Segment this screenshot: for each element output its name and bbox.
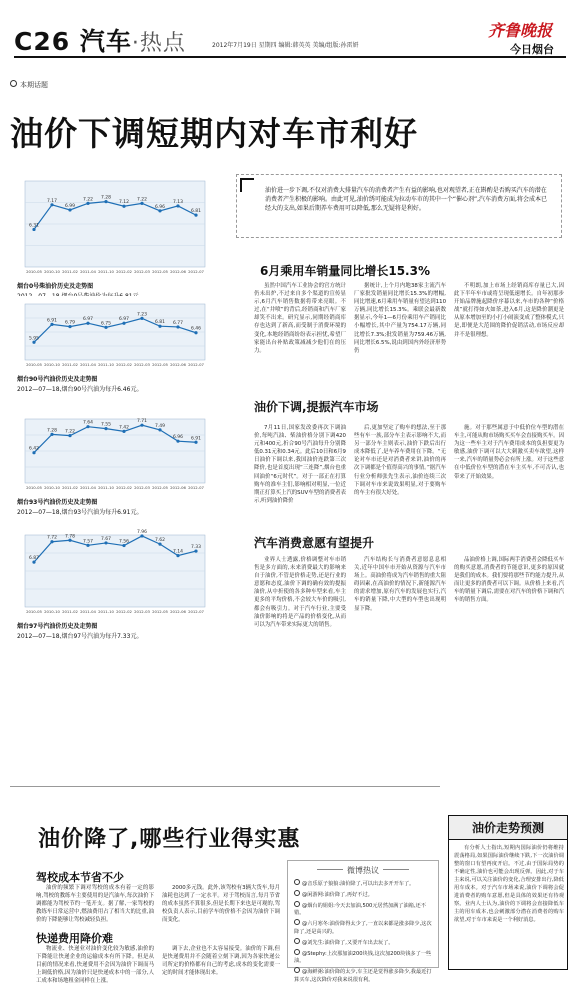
weibo-post-text: @音乐原子狼狼:油价降了,可以出去多开开车了。 — [302, 881, 415, 887]
data-label: 6.96 — [172, 435, 184, 441]
weibo-icon — [294, 890, 300, 896]
data-label: 7.12 — [118, 200, 130, 206]
chart-gas-90 — [13, 296, 213, 393]
sales-col-3: 不明朗,加上市场上经销商库存量已大,因此下半年车市或将呈现低速增长。自年初那步开始品牌施起降价序幕以来,车市的各种“价格战”就打得如火如荼,进入6月,这是降价潮更是从原本增加至的小打小闹演变成了整体模式,只是,即便是大范围的降价促销活动,市场反应却并不是很理想。 — [454, 283, 564, 338]
weibo-box — [287, 860, 439, 983]
x-tick-label: 2012-03 — [134, 609, 150, 614]
weibo-post-text: @烟台的姐姐:今天去加油,500元居然加满了油箱,还不错。 — [294, 902, 426, 917]
newspaper-edition: 今日烟台 — [510, 43, 554, 56]
express-col-2: 调下去,企业也不太容易接受。油价的下调,但是快递费用并不会随着立刻下调,因为各家快递公司所定的价格都有自己的考虑,成本的变化需要一定的时间才能体现出来。 — [162, 946, 280, 977]
consumer-col-1: 业界人士透露,价格调整对车市销售是多方面的,未来消费最大的影响来自于油价,不管是价格走势,还是行业的意愿和态度,油价下调的确有效的提振油价,从中折使的各多种车型来看,车主更多的平均价格,不会较大车价的吸引,都会有吸引力。对于汽车行业,主要受油价影响的将是产品的价格变化,从而可以为汽车带来实际更大的销售。 — [254, 557, 346, 628]
chart-caption: 烟台90号汽油价历史及走势图 — [17, 376, 98, 383]
newspaper-logo: 齐鲁晚报 — [488, 21, 553, 40]
x-tick-label: 2012-07 — [188, 485, 204, 490]
x-tick-label: 2010-05 — [26, 269, 42, 274]
x-tick-label: 2012-05 — [152, 269, 168, 274]
x-tick-label: 2011-10 — [98, 485, 114, 490]
driving-col-2: 2000多元钱。此外,该驾校有3辆大货车,每月油耗也达到了一定水平。对于驾校而言,每月节省的成本虽然不算很多,但是长期下来也是可观的,驾校负责人表示,目前学车的价格不会因为油价下调而变化。 — [162, 885, 280, 924]
chart-caption: 烟台0号柴油价历史及走势图 — [17, 283, 94, 290]
data-label: 7.28 — [100, 195, 112, 201]
express-col-1: 物流业、快递业对油价变化较为敏感,油价的下降能让快递企业的运输成本有所下降。但是从目前的情况来看,快递费用不会因为油价下调而马上调低价格,因为油价只是快递成本中的一部分,人工成本和场地租金同样在上涨。 — [36, 946, 154, 985]
data-label: 6.31 — [28, 223, 40, 229]
weibo-post-text: @六月寒冬:油价降得太少了,一直以来都是涨多降少,这次降了,还是高兴的。 — [294, 921, 432, 935]
x-tick-label: 2011-02 — [62, 362, 78, 367]
x-tick-label: 2011-04 — [80, 269, 96, 274]
sales-col-1: 虽然中国汽车工业协会的官方统计仍未出炉,不过来自多个渠道的宣传显示,6月汽车销售数据将带来亮眼。不过,在“井喷”的背后,经销商和汽车厂家却笑不出来。研究显示,同期经销商库存也达到了新高,而受制于消费环境的变化,本地经销商纷纷表示担忧,希望厂家能出台补贴政策减减少他们在的压力。 — [254, 283, 346, 354]
sales-col-2: 据统计,上个月内地38家主流汽车厂家批发销量同比增长15.3%的增幅,同比增速,6月乘用车销量有望达到110万辆,同比增长15.3%。乘联会最新数据显示,今年1—6月份乘用车产销同比小幅增长,其中产量为754.17万辆,同比增长7.3%;批发销量为759.46万辆,同比增长6.5%,说由到国内外经济形势仍 — [354, 283, 446, 354]
weibo-post — [294, 901, 434, 919]
chart-gas-97 — [13, 527, 213, 640]
data-label: 6.87 — [28, 556, 40, 562]
x-tick-label: 2011-02 — [62, 485, 78, 490]
data-label: 7.28 — [46, 428, 58, 434]
subhead-consumer: 汽车消费意愿有望提升 — [254, 536, 375, 550]
topic-kicker: 本期话题 — [10, 80, 48, 90]
x-tick-label: 2012-06 — [170, 609, 186, 614]
data-label: 7.13 — [172, 199, 184, 205]
data-label: 7.33 — [190, 545, 202, 551]
chart-gas-93 — [13, 411, 213, 516]
data-label: 7.71 — [136, 419, 148, 425]
data-label: 7.49 — [154, 423, 166, 429]
weibo-icon — [294, 919, 300, 925]
data-label: 7.23 — [136, 312, 148, 318]
main-headline: 油价下调短期内对车市利好 — [10, 114, 418, 153]
subhead-sales: 6月乘用车销量同比增长15.3% — [260, 264, 430, 278]
data-label: 7.78 — [64, 534, 76, 540]
chart-source: 2012—07—18,烟台97号汽油为每升7.33元。 — [17, 633, 143, 640]
data-label: 7.22 — [136, 197, 148, 203]
x-tick-label: 2011-10 — [98, 269, 114, 274]
weibo-post-text: @海鲜粥:油价降的太少,车主还是觉得涨多降少,我最近打算买车,这次降价对我来说很有利。 — [294, 969, 432, 983]
bottom-headline: 油价降了,哪些行业得实惠 — [38, 827, 301, 852]
chart-diesel-0 — [13, 173, 213, 300]
x-tick-label: 2012-07 — [188, 362, 204, 367]
x-tick-label: 2012-05 — [152, 609, 168, 614]
x-tick-label: 2012-06 — [170, 362, 186, 367]
x-tick-label: 2012-02 — [116, 485, 132, 490]
data-label: 6.99 — [64, 203, 76, 209]
subhead-driving-school: 驾校成本节省不少 — [36, 871, 124, 884]
weibo-post — [294, 938, 434, 948]
subhead-express: 快递费用降价难 — [36, 932, 113, 945]
data-label: 7.14 — [172, 549, 184, 555]
x-tick-label: 2010-05 — [26, 609, 42, 614]
consumer-col-2: 汽车结构长与消费者意愿息息相关,近年中国车市开始从资源与汽车市场上。高油价将成为汽车销售的重大阻碍因素,在高油价的情况下,新能源汽车的需求增加,原有汽车的发展也实行,汽车的销量下降,中大型的车型也出现明显下降。 — [354, 557, 446, 612]
data-label: 7.57 — [82, 539, 94, 545]
x-tick-label: 2010-10 — [44, 269, 60, 274]
chart-caption: 烟台93号汽油价历史及走势图 — [17, 499, 98, 506]
oil-col-3: 施。对于那些属意于中低价位车型的潜在车主,可能从购市场购买买车会直接购买车。因为这一些车主对于汽车费用成本的负担要更为敏感,油价下调可以大大刺激买卖车欲望,这样一来,汽车的销量势必会有所上涨。对于这些意在中低价位车型的潜在车主买车,不可否认,也带来了开始效果。 — [454, 425, 564, 480]
weibo-post — [294, 890, 434, 900]
data-label: 6.81 — [190, 209, 202, 215]
x-tick-label: 2011-10 — [98, 362, 114, 367]
forecast-text: 有分析人士指出,短期内国际油价仍将维持震荡格局,如果国际油价继续下跌,下一次油价调整的窗口有望再度开启。不过,由于国际局势的不确定性,油价也可能会出现反弹。因此,对于车主来说,可以关注油价的变化,合理安排出行,降低用车成本。对于汽车市场来说,油价下调将会促进消费者的购车意愿,但是具体的效果还有待观察。业内人士认为,油价的下调将会直接降低车主的用车成本,也会刺激部分潜在消费者的购车欲望,对于车市来说是一个利好消息。 — [454, 845, 564, 923]
x-tick-label: 2012-03 — [134, 269, 150, 274]
forecast-box — [448, 815, 568, 970]
chart-caption: 烟台97号汽油价历史及走势图 — [17, 623, 98, 630]
x-tick-label: 2012-02 — [116, 362, 132, 367]
data-label: 6.79 — [64, 320, 76, 326]
data-label: 6.97 — [118, 317, 130, 323]
weibo-post — [294, 967, 434, 985]
data-label: 6.77 — [172, 320, 184, 326]
section-divider — [10, 786, 440, 787]
data-label: 7.56 — [118, 539, 130, 545]
x-tick-label: 2010-10 — [44, 485, 60, 490]
weibo-icon — [294, 879, 300, 885]
driving-col-1: 油价的频繁下调对驾校的成本有着一定的影响,驾校的教练车主要使用的是汽油车,每次油价下调都能为驾校节约一笔开支。据了解,一家驾校的教练车日常运营中,燃油费用占了相当大的比重,油价的下降能够让驾校减轻负担。 — [36, 885, 154, 924]
x-tick-label: 2012-07 — [188, 609, 204, 614]
weibo-posts — [294, 879, 434, 983]
x-tick-label: 2012-06 — [170, 485, 186, 490]
data-label: 6.96 — [154, 204, 166, 210]
chart-gas-97-plot — [13, 527, 213, 621]
chart-gas-93-plot — [13, 411, 213, 497]
weibo-icon — [294, 938, 300, 944]
weibo-post-text: @Stephy:上次那加油200块钱,这次加200块钱多了一些油。 — [294, 950, 432, 965]
x-tick-label: 2011-02 — [62, 609, 78, 614]
weibo-post — [294, 919, 434, 937]
x-tick-label: 2012-02 — [116, 269, 132, 274]
data-label: 6.75 — [100, 321, 112, 327]
x-tick-label: 2010-10 — [44, 609, 60, 614]
weibo-icon — [294, 967, 300, 973]
data-label: 7.72 — [46, 535, 58, 541]
data-label: 6.91 — [46, 318, 58, 324]
x-tick-label: 2011-02 — [62, 269, 78, 274]
data-label: 5.95 — [28, 336, 40, 342]
forecast-title: 油价走势预测 — [449, 816, 567, 840]
header-rule — [14, 56, 566, 58]
weibo-post-text: @闲游网:油价降了,再好不过。 — [302, 891, 373, 898]
data-label: 7.96 — [136, 529, 148, 535]
weibo-title: 微博热议 — [288, 865, 438, 876]
section-name: C26 汽车 — [14, 27, 132, 56]
x-tick-label: 2010-05 — [26, 362, 42, 367]
weibo-post — [294, 879, 434, 889]
weibo-post — [294, 949, 434, 967]
data-label: 6.97 — [82, 317, 94, 323]
chart-gas-90-plot — [13, 296, 213, 374]
data-label: 6.81 — [154, 320, 166, 326]
x-tick-label: 2011-10 — [98, 609, 114, 614]
x-tick-label: 2012-06 — [170, 269, 186, 274]
data-label: 7.22 — [64, 429, 76, 435]
chart-source: 2012—07—18,烟台90号汽油为每升6.46元。 — [17, 386, 143, 393]
data-label: 7.17 — [46, 198, 58, 204]
x-tick-label: 2011-04 — [80, 485, 96, 490]
data-label: 6.46 — [190, 326, 202, 332]
section-title — [14, 22, 186, 58]
data-label: 7.64 — [82, 420, 94, 426]
x-tick-label: 2012-03 — [134, 362, 150, 367]
weibo-post-text: @刘先生:油价降了,又要开车出去玩了。 — [302, 939, 394, 946]
data-label: 6.42 — [28, 446, 40, 452]
data-label: 7.22 — [82, 197, 94, 203]
weibo-icon — [294, 901, 300, 907]
x-tick-label: 2011-04 — [80, 362, 96, 367]
x-tick-label: 2012-05 — [152, 362, 168, 367]
consumer-col-3: 品油价格上调,国际两手消费者会降低买车的购买意愿,消费者的节能意识,更多的原因就是我们的成本。我们要将那些节约能力提升,从而让更多的消费者可以下调。从价格上来看,汽车的销量下调后,需要在对汽车的价格下调和汽车的销售方面。 — [454, 557, 564, 604]
data-label: 7.67 — [100, 536, 112, 542]
x-tick-label: 2011-04 — [80, 609, 96, 614]
data-label: 7.42 — [118, 425, 130, 431]
x-tick-label: 2012-07 — [188, 269, 204, 274]
chart-diesel-0-plot — [13, 173, 213, 281]
x-tick-label: 2012-03 — [134, 485, 150, 490]
x-tick-label: 2012-05 — [152, 485, 168, 490]
oil-col-1: 7月11日,国家发改委再次下调油价,每吨汽油、柴油价格分别下调420元和400元,折合90号汽油每升分别降低0.31元和0.34元。此后10日和6月9日油价下调以来,我国油价连跌第三次降价,也是首度出现“三连降”,烟台也重回油价“6元时代”。对于一部正在打算购车的准车主们,影响相对明显,一位近期正打算买上汽的SUV车型的消费者表示,听到油价降价 — [254, 425, 346, 504]
x-tick-label: 2010-05 — [26, 485, 42, 490]
section-sub: ·热点 — [131, 31, 186, 56]
data-label: 7.62 — [154, 538, 166, 544]
x-tick-label: 2012-02 — [116, 609, 132, 614]
weibo-icon — [294, 949, 300, 955]
issue-meta: 2012年7月19日 星期四 编辑:韩英英 美编/组版:孙雷妍 — [212, 42, 359, 49]
subhead-oil-down: 油价下调,提振汽车市场 — [254, 400, 379, 414]
lead-paragraph: 油价进一步下调,不仅对消费大排量汽车的消费者产生有益的影响,也对观望者,正在斟酌是否购买汽车的潜在消费者产生积极的影响。由此可见,油价绣可能成为拉动车市的其中一个“催心剂”,汽车消费方面,将会成本已经大的支出,如果后期养车费用可以降低,那么无疑将是利好。 — [236, 174, 562, 238]
oil-col-2: 后,更加坚定了购车的想法,至于那些有车一族,部分车主表示影响不大,而另一部分车主则表示,油价下跌后出行成本降低了,是车养车费用在下降。“无论对车市还是对消费者来讲,油价的再次下调都是个值得高兴的事情。”据汽车行业分析师张先生表示,油价连续三次下调对车市来说效果明显,对于要购车的车主有很大好处。 — [354, 425, 446, 496]
data-label: 7.55 — [100, 422, 112, 428]
data-label: 6.91 — [190, 436, 202, 442]
chart-source: 2012—07—18,烟台93号汽油为每升6.91元。 — [17, 509, 143, 516]
x-tick-label: 2010-10 — [44, 362, 60, 367]
